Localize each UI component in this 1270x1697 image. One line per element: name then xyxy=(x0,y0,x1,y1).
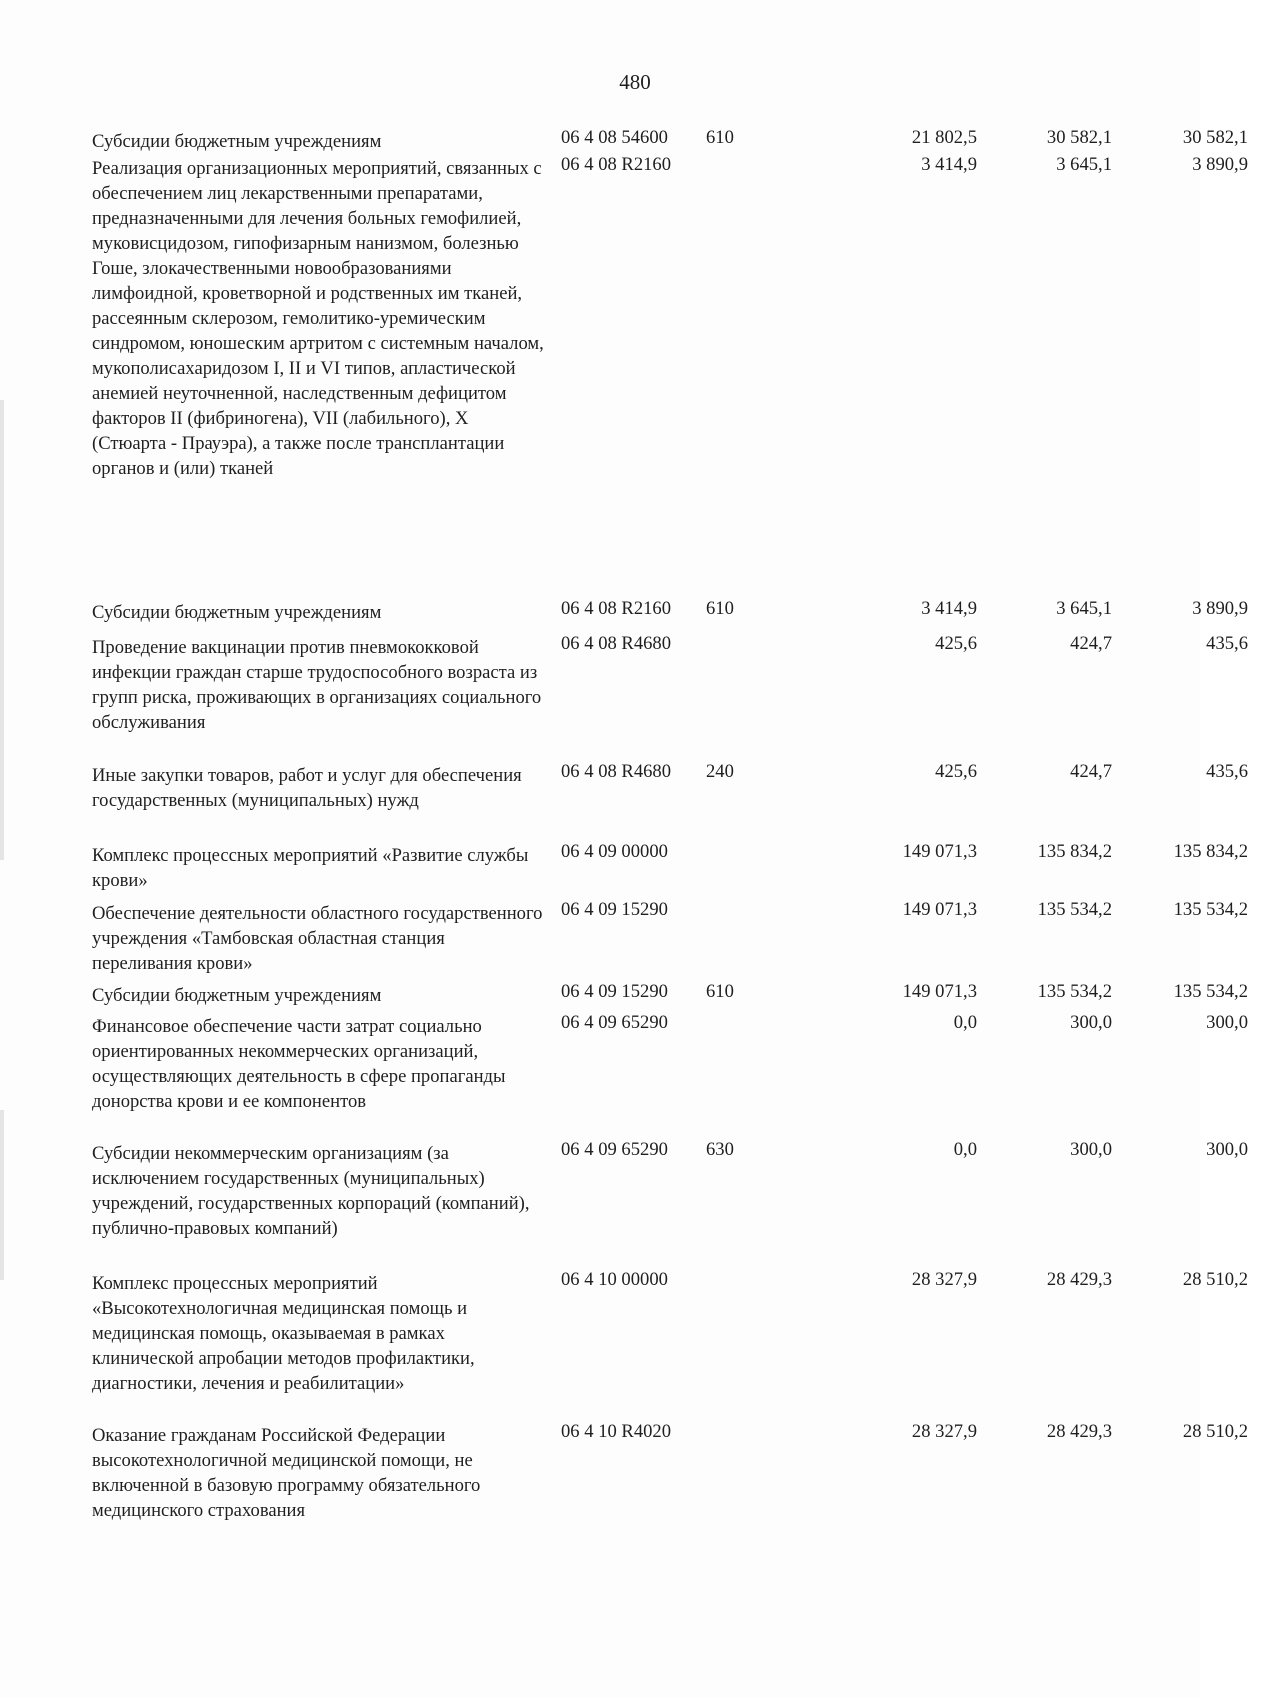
row-name: Реализация организационных мероприятий, связанных с обеспечением лиц лекарственными препаратами, предназначенными для лечения больных гемофилией, муковисцидозом, гипофизарным нанизмом, болезнью Гоше, злокачественными новообразованиями лимфоидной, кроветворной и родственных им тканей, рассеянным склерозом, гемолитико-уремическим синдромом, юношеским артритом с системным началом, мукополисахаридозом I, II и VI типов, апластической анемией неуточненной, наследственным дефицитом факторов II (фибриногена), VII (лабильного), X (Стюарта - Прауэра), а также после трансплантации органов и (или) тканей xyxy=(92,158,544,479)
row-value-1: 3 414,9 xyxy=(921,598,977,619)
row-value-2: 300,0 xyxy=(1070,1139,1112,1160)
row-name: Оказание гражданам Российской Федерации высокотехнологичной медицинской помощи, не включенной в базовую программу обязательного медицинского страхования xyxy=(92,1425,481,1521)
row-name: Финансовое обеспечение части затрат социально ориентированных некоммерческих организаций, осуществляющих деятельность в сфере пропаганды донорства крови и ее компонентов xyxy=(92,1016,506,1112)
row-value-3: 3 890,9 xyxy=(1192,598,1248,619)
row-value-3: 435,6 xyxy=(1206,761,1248,782)
row-name: Обеспечение деятельности областного государственного учреждения «Тамбовская областная станция переливания крови» xyxy=(92,903,543,974)
table-row xyxy=(92,151,1248,595)
table-row xyxy=(92,124,1248,152)
row-expense-type: 630 xyxy=(706,1139,734,1160)
table-row xyxy=(92,896,1248,978)
row-value-1: 149 071,3 xyxy=(902,899,977,920)
row-value-2: 300,0 xyxy=(1070,1012,1112,1033)
row-code: 06 4 08 R2160 xyxy=(561,598,672,619)
row-expense-type: 610 xyxy=(706,127,734,148)
row-value-1: 28 327,9 xyxy=(911,1421,977,1442)
row-code: 06 4 09 65290 xyxy=(561,1139,668,1160)
row-value-1: 3 414,9 xyxy=(921,154,977,175)
row-value-2: 30 582,1 xyxy=(1046,127,1112,148)
row-value-2: 424,7 xyxy=(1070,633,1112,654)
row-value-2: 135 834,2 xyxy=(1037,841,1112,862)
row-value-3: 28 510,2 xyxy=(1182,1421,1248,1442)
row-code: 06 4 08 R2160 xyxy=(561,154,672,175)
row-value-1: 149 071,3 xyxy=(902,841,977,862)
row-value-1: 425,6 xyxy=(935,761,977,782)
row-value-2: 424,7 xyxy=(1070,761,1112,782)
table-row xyxy=(92,978,1248,1009)
row-code: 06 4 09 00000 xyxy=(561,841,668,862)
row-value-1: 0,0 xyxy=(953,1012,977,1033)
row-expense-type: 610 xyxy=(706,598,734,619)
row-name: Субсидии бюджетным учреждениям xyxy=(92,131,382,152)
table-row xyxy=(92,758,1248,838)
row-expense-type: 610 xyxy=(706,981,734,1002)
row-name: Комплекс процессных мероприятий «Развитие службы крови» xyxy=(92,845,529,891)
row-value-1: 21 802,5 xyxy=(911,127,977,148)
row-name: Субсидии бюджетным учреждениям xyxy=(92,985,382,1006)
row-name: Субсидии бюджетным учреждениям xyxy=(92,602,382,623)
row-value-1: 149 071,3 xyxy=(902,981,977,1002)
table-row xyxy=(92,1266,1248,1418)
budget-table xyxy=(92,124,1248,1528)
scan-edge-mark xyxy=(0,1110,4,1280)
row-value-2: 135 534,2 xyxy=(1037,899,1112,920)
row-value-3: 300,0 xyxy=(1206,1012,1248,1033)
scan-edge-mark xyxy=(0,400,4,860)
row-code: 06 4 10 00000 xyxy=(561,1269,668,1290)
row-value-3: 135 834,2 xyxy=(1173,841,1248,862)
row-value-1: 28 327,9 xyxy=(911,1269,977,1290)
row-value-2: 28 429,3 xyxy=(1046,1269,1112,1290)
row-name: Субсидии некоммерческим организациям (за исключением государственных (муниципальных) учреждений, государственных корпораций (компаний), публично-правовых компаний) xyxy=(92,1143,530,1239)
row-name: Иные закупки товаров, работ и услуг для обеспечения государственных (муниципальных) нужд xyxy=(92,765,522,811)
table-row xyxy=(92,1136,1248,1266)
table-row xyxy=(92,1418,1248,1528)
row-value-3: 135 534,2 xyxy=(1173,981,1248,1002)
row-name: Проведение вакцинации против пневмококковой инфекции граждан старше трудоспособного возраста из групп риска, проживающих в организациях социального обслуживания xyxy=(92,637,542,733)
row-value-3: 135 534,2 xyxy=(1173,899,1248,920)
page-number: 480 xyxy=(619,70,651,94)
row-code: 06 4 09 15290 xyxy=(561,899,668,920)
row-value-3: 435,6 xyxy=(1206,633,1248,654)
row-value-3: 3 890,9 xyxy=(1192,154,1248,175)
table-row xyxy=(92,630,1248,758)
row-code: 06 4 08 R4680 xyxy=(561,761,672,782)
row-value-2: 135 534,2 xyxy=(1037,981,1112,1002)
row-code: 06 4 10 R4020 xyxy=(561,1421,672,1442)
table-row xyxy=(92,1009,1248,1136)
row-value-2: 3 645,1 xyxy=(1056,598,1112,619)
row-code: 06 4 09 15290 xyxy=(561,981,668,1002)
table-row xyxy=(92,595,1248,630)
row-code: 06 4 08 54600 xyxy=(561,127,668,148)
row-value-2: 28 429,3 xyxy=(1046,1421,1112,1442)
table-row xyxy=(92,838,1248,896)
row-value-2: 3 645,1 xyxy=(1056,154,1112,175)
row-code: 06 4 09 65290 xyxy=(561,1012,668,1033)
row-expense-type: 240 xyxy=(706,761,734,782)
row-value-1: 425,6 xyxy=(935,633,977,654)
row-value-3: 30 582,1 xyxy=(1182,127,1248,148)
row-value-3: 300,0 xyxy=(1206,1139,1248,1160)
row-value-3: 28 510,2 xyxy=(1182,1269,1248,1290)
row-code: 06 4 08 R4680 xyxy=(561,633,672,654)
row-value-1: 0,0 xyxy=(953,1139,977,1160)
row-name: Комплекс процессных мероприятий «Высокотехнологичная медицинская помощь и медицинская помощь, оказываемая в рамках клинической апробации методов профилактики, диагностики, лечения и реабилитации» xyxy=(92,1273,475,1394)
